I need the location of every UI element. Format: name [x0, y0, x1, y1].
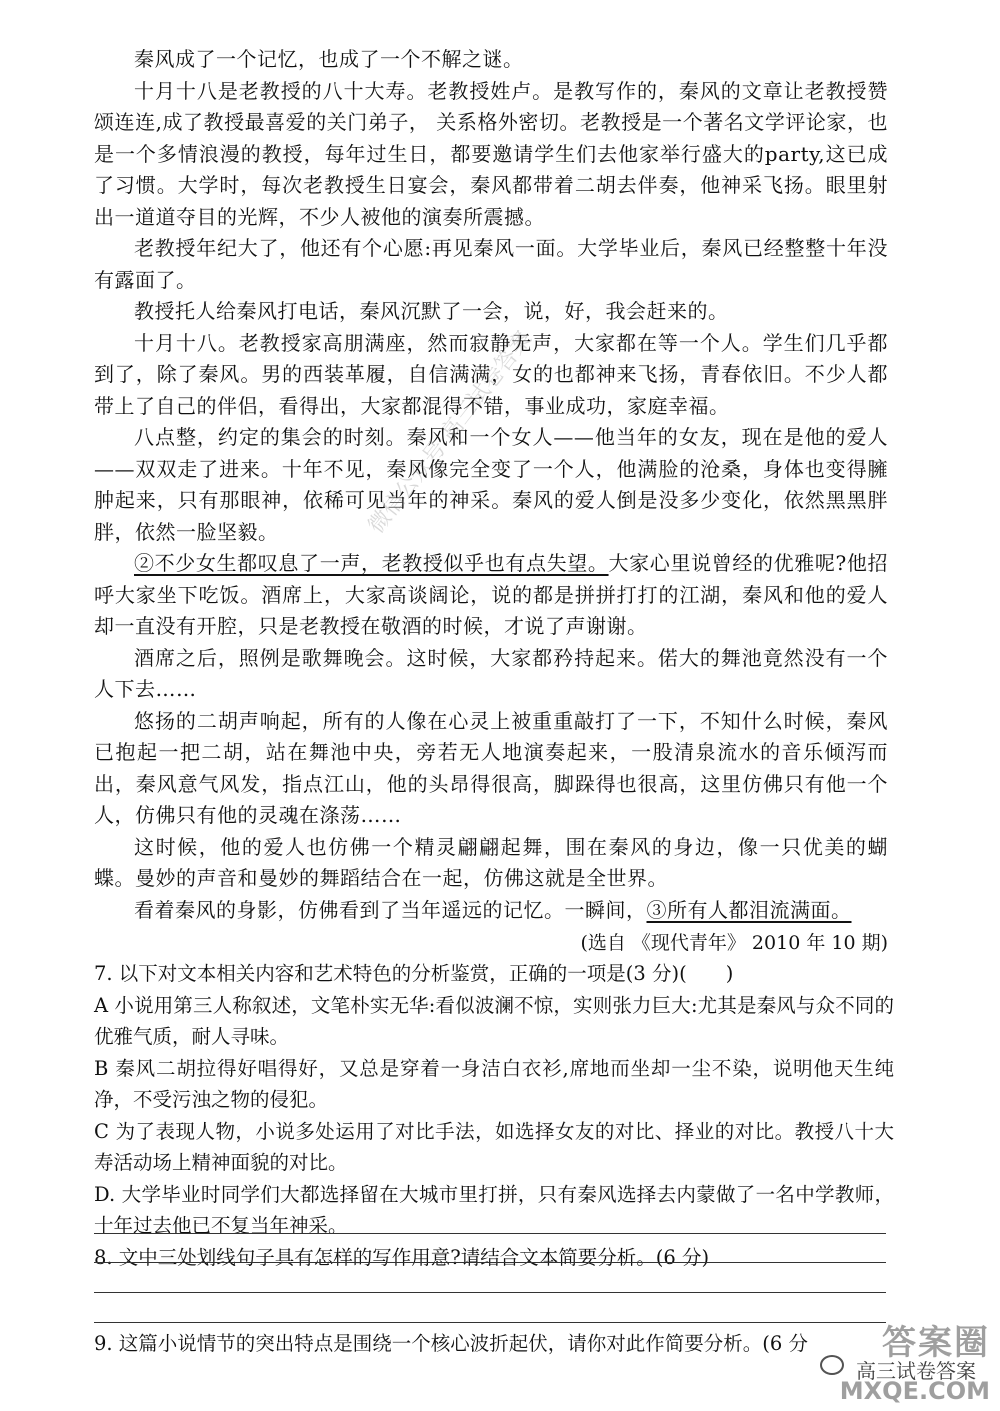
source-citation: (选自 《现代青年》 2010 年 10 期)	[580, 932, 888, 954]
option-b: B 秦风二胡拉得好唱得好，又总是穿着一身洁白衣衫,席地而坐却一尘不染，说明他天生纯净，不受污浊之物的侵犯。	[94, 1056, 894, 1111]
paragraph: 十月十八。老教授家高朋满座，然而寂静无声，大家都在等一个人。学生们几乎都到了，除了秦风。男的西装革履，自信满满，女的也都神来飞扬，青春依旧。不少人都带上了自己的伴侣，看得出，大家都混得不错，事业成功，家庭幸福。	[94, 330, 888, 418]
underlined-sentence-3: ③所有人都泪流满面。	[646, 897, 852, 922]
paragraph: 这时候，他的爱人也仿佛一个精灵翩翩起舞，围在秦风的身边，像一只优美的蝴蝶。曼妙的声音和曼妙的舞蹈结合在一起，仿佛这就是全世界。	[94, 834, 888, 890]
paragraph-text: 大家心里说曾经的优雅呢?他招呼大家坐下吃饭。酒席上，大家高谈阔论，说的都是拼拼打打的江湖，秦风和他的爱人却一直没有开腔，只是老教授在敬酒的时候，才说了声谢谢。	[94, 551, 888, 638]
story-body	[0, 44, 894, 1273]
paragraph: 酒席之后，照例是歌舞晚会。这时候，大家都矜持起来。偌大的舞池竟然没有一个人下去……	[94, 645, 888, 701]
logo-top-text: 答案圈	[882, 1323, 990, 1363]
logo-middle-text: 高三试卷答案	[856, 1359, 976, 1383]
paragraph: 教授托人给秦风打电话，秦风沉默了一会，说，好，我会赶来的。	[134, 299, 729, 323]
paragraph: 八点整，约定的集会的时刻。秦风和一个女人——他当年的女友，现在是他的爱人——双双走了进来。十年不见，秦风像完全变了一个人，他满脸的沧桑，身体也变得臃肿起来，只有那眼神，依稀可见当年的神采。秦风的爱人倒是没多少变化，依然黑黑胖胖，依然一脸坚毅。	[94, 425, 888, 544]
paragraph-text: 看着秦风的身影，仿佛看到了当年遥远的记忆。一瞬间，	[134, 897, 647, 922]
underlined-sentence-2: ②不少女生都叹息了一声，老教授似乎也有点失望。	[134, 551, 609, 575]
question-9: 9. 这篇小说情节的突出特点是围绕一个核心波折起伏，请你对此作简要分析。(6 分	[94, 1332, 809, 1355]
option-d: D. 大学毕业时同学们大都选择留在大城市里打拼，只有秦风选择去内蒙做了一名中学教师，十年过去他已不复当年神采。	[94, 1182, 894, 1237]
paragraph: 十月十八是老教授的八十大寿。老教授姓卢。是教写作的，秦风的文章让老教授赞颂连连,成了教授最喜爱的关门弟子， 关系格外密切。老教授是一个著名文学评论家，也是一个多情浪漫的教授，每年过生日，都要邀请学生们去他家举行盛大的party,这已成了习惯。大学时，每次老教授生日宴会，秦风都带着二胡去伴奏，他神采飞扬。眼里射出一道道夺目的光辉，不少人被他的演奏所震撼。	[94, 78, 888, 229]
answer-line	[94, 1322, 886, 1323]
answer-line	[94, 1262, 886, 1263]
paragraph-underlined-3	[94, 895, 888, 927]
paragraph: 秦风成了一个记忆，也成了一个不解之谜。	[134, 47, 524, 71]
question-7: 7. 以下对文本相关内容和艺术特色的分析鉴赏，正确的一项是(3 分)( )	[94, 962, 734, 985]
watermark: 微信公众号 高三试卷答案	[363, 326, 537, 539]
logo-bottom-text: MXQE.COM	[839, 1377, 990, 1405]
answer-line	[94, 1233, 886, 1234]
paragraph: 老教授年纪大了，他还有个心愿:再见秦风一面。大学毕业后，秦风已经整整十年没有露面了。	[94, 236, 888, 292]
paragraph: 悠扬的二胡声响起，所有的人像在心灵上被重重敲打了一下，不知什么时候，秦风已抱起一把二胡，站在舞池中央，旁若无人地演奏起来，一股清泉流水的音乐倾泻而出，秦风意气风发，指点江山，他的头昂得很高，脚跺得也很高，这里仿佛只有他一个人，仿佛只有他的灵魂在涤荡……	[94, 708, 888, 827]
question-8: 8. 文中三处划线句子具有怎样的写作用意?请结合文本简要分析。(6 分)	[94, 1245, 710, 1269]
option-a: A 小说用第三人称叙述，文笔朴实无华:看似波澜不惊，实则张力巨大:尤其是秦风与众不同的优雅气质，耐人寻味。	[94, 993, 894, 1048]
site-logo	[820, 1315, 990, 1405]
wechat-icon	[820, 1355, 844, 1375]
paragraph-underlined-2	[94, 548, 888, 643]
option-c: C 为了表现人物，小说多处运用了对比手法，如选择女友的对比、择业的对比。教授八十大寿活动场上精神面貌的对比。	[94, 1119, 894, 1174]
answer-line	[94, 1292, 886, 1293]
